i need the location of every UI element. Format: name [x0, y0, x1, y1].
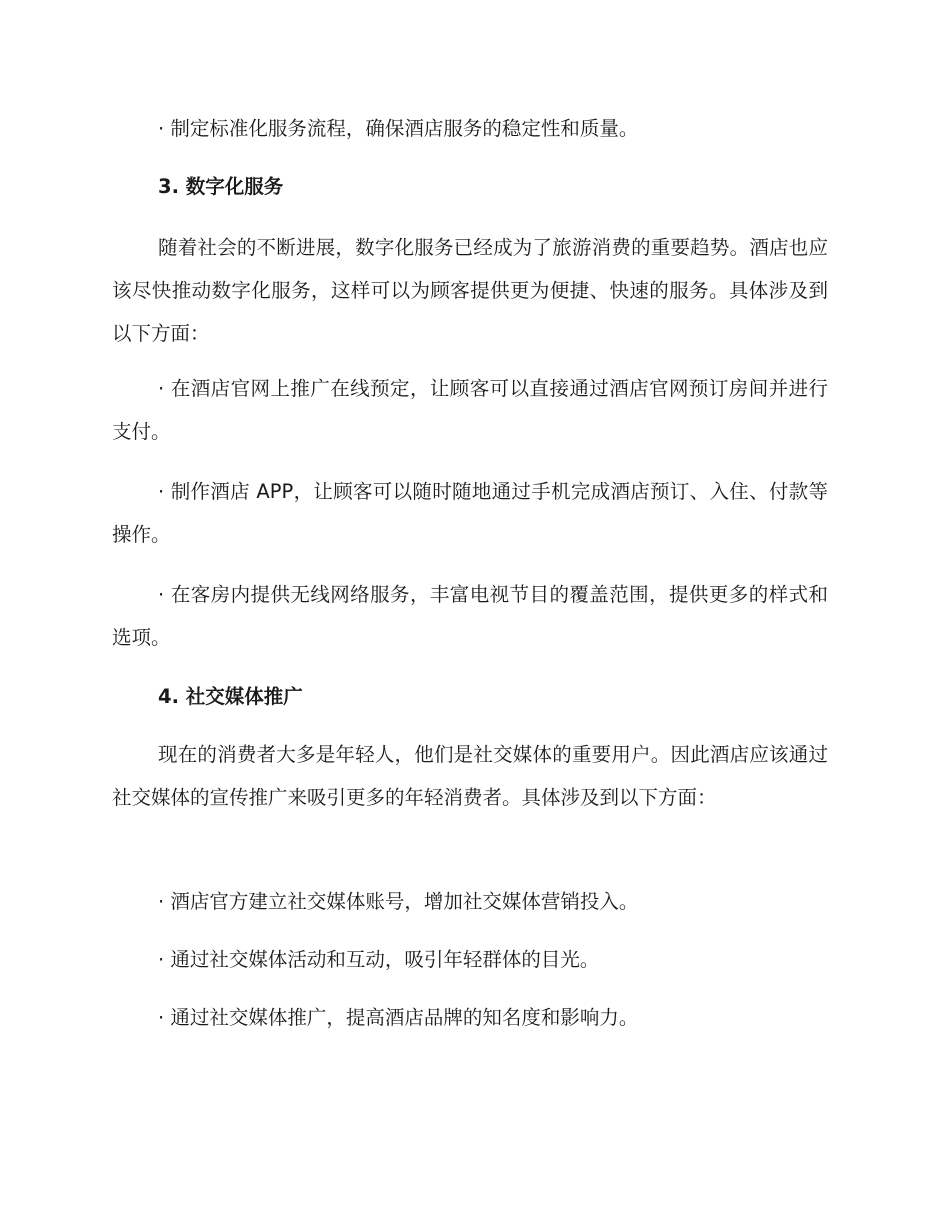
- paragraph-social-intro: 现在的消费者大多是年轻人，他们是社交媒体的重要用户。因此酒店应该通过社交媒体的宣传推广来吸引更多的年轻消费者。具体涉及到以下方面：: [112, 743, 828, 809]
- section-heading-digital-service: 3. 数字化服务: [158, 175, 284, 198]
- bullet-brand-awareness: · 通过社交媒体推广，提高酒店品牌的知名度和影响力。: [158, 1006, 639, 1029]
- bullet-hotel-app: · 制作酒店 APP，让顾客可以随时随地通过手机完成酒店预订、入住、付款等操作。: [112, 480, 828, 546]
- bullet-standardize-service: · 制定标准化服务流程，确保酒店服务的稳定性和质量。: [158, 117, 639, 140]
- bullet-social-activities: · 通过社交媒体活动和互动，吸引年轻群体的目光。: [158, 948, 600, 971]
- bullet-social-accounts: · 酒店官方建立社交媒体账号，增加社交媒体营销投入。: [158, 890, 639, 913]
- bullet-online-booking: · 在酒店官网上推广在线预定，让顾客可以直接通过酒店官网预订房间并进行支付。: [112, 377, 828, 443]
- section-heading-social-media: 4. 社交媒体推广: [158, 685, 303, 708]
- paragraph-digital-intro: 随着社会的不断进展，数字化服务已经成为了旅游消费的重要趋势。酒店也应该尽快推动数字化服务，这样可以为顾客提供更为便捷、快速的服务。具体涉及到以下方面：: [112, 236, 828, 345]
- bullet-wireless-network: · 在客房内提供无线网络服务，丰富电视节目的覆盖范围，提供更多的样式和选项。: [112, 583, 828, 649]
